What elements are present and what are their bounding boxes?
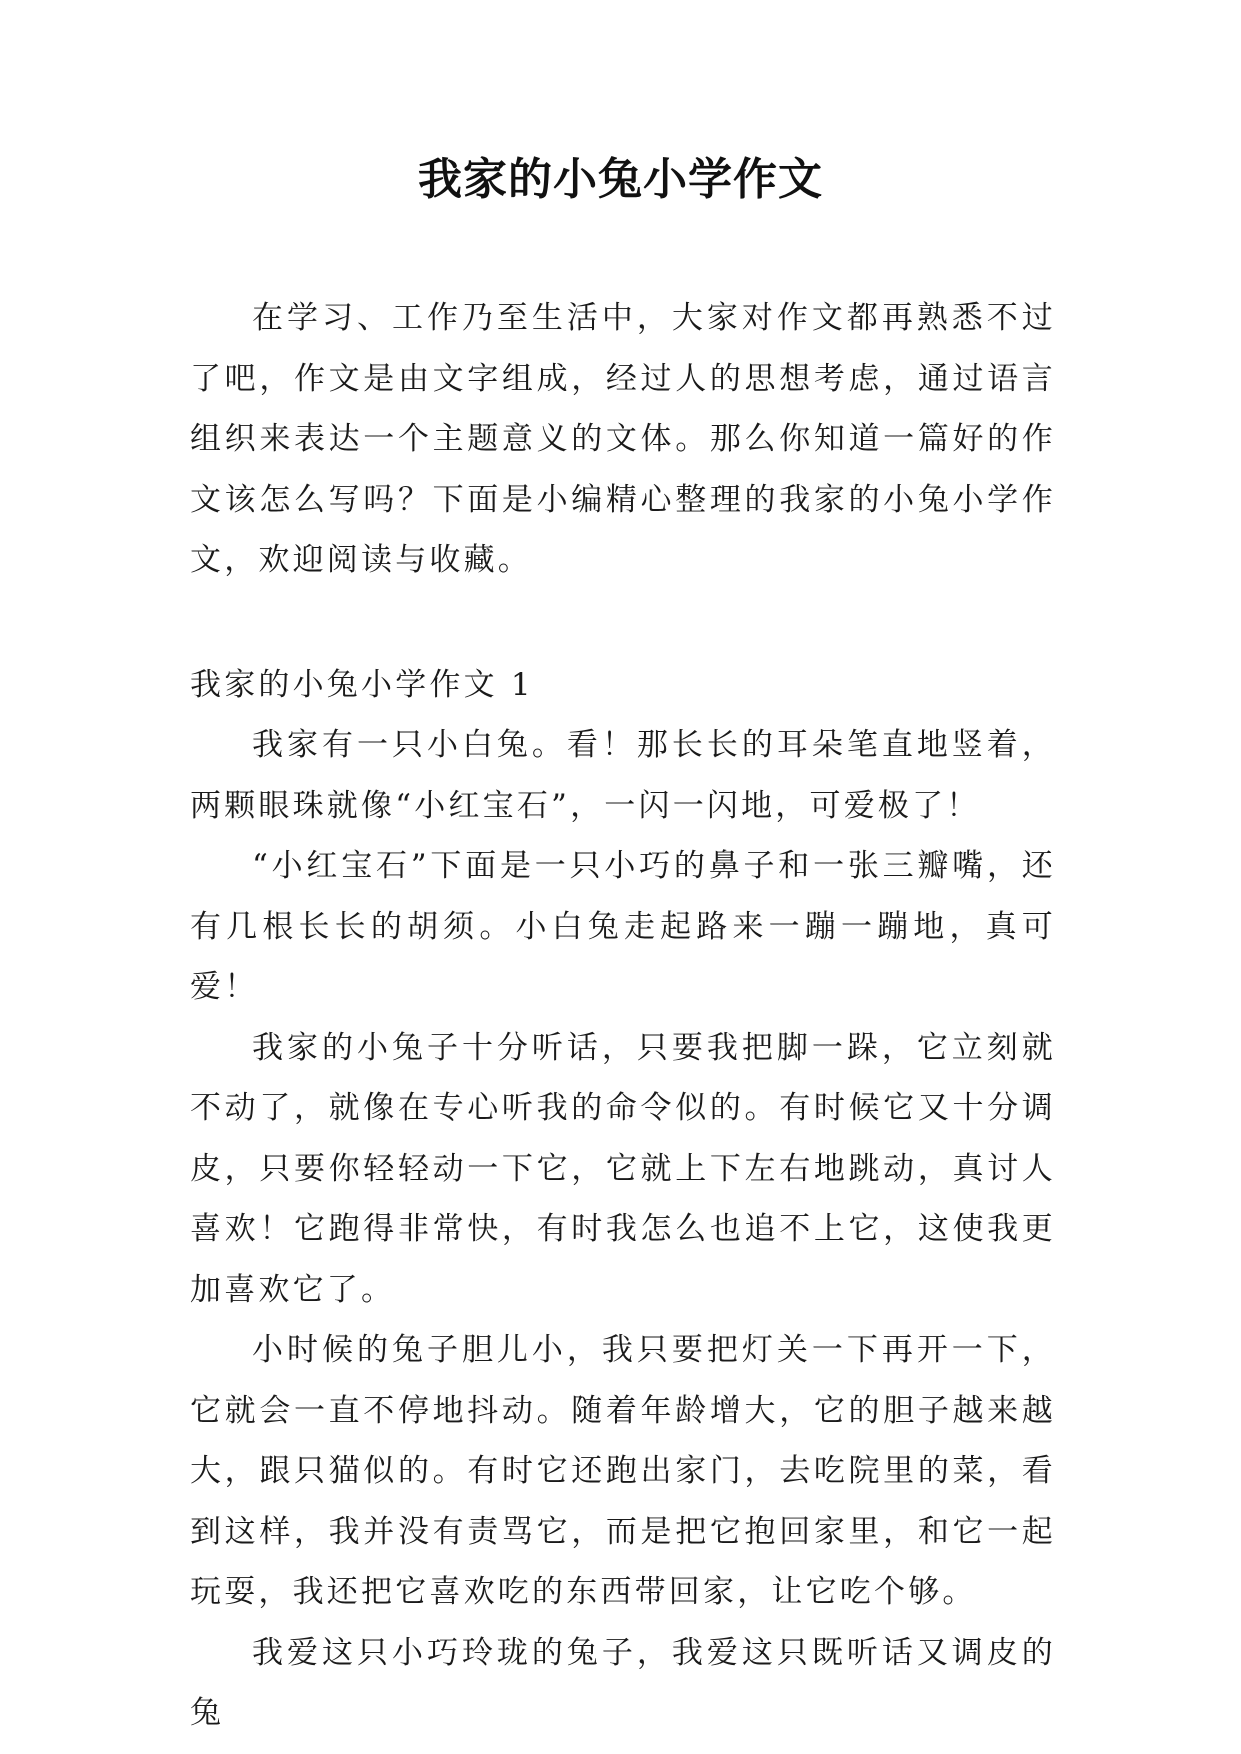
document-title: 我家的小兔小学作文 xyxy=(418,154,823,205)
intro-paragraph: 在学习、工作乃至生活中，大家对作文都再熟悉不过了吧，作文是由文字组成，经过人的思想考虑，通过语言组织来表达一个主题意义的文体。那么你知道一篇好的作文该怎么写吗？下面是小编精心整理的我家的小兔小学作文，欢迎阅读与收藏。 xyxy=(190,300,1056,578)
body-paragraph-5: 我爱这只小巧玲珑的兔子，我爱这只既听话又调皮的兔 xyxy=(190,1634,1056,1731)
body-paragraph-3: 我家的小兔子十分听话，只要我把脚一跺，它立刻就不动了，就像在专心听我的命令似的。有时候它又十分调皮，只要你轻轻动一下它，它就上下左右地跳动，真讨人喜欢！它跑得非常快，有时我怎么也追不上它，这使我更加喜欢它了。 xyxy=(190,1029,1056,1308)
body-paragraph-4: 小时候的兔子胆儿小，我只要把灯关一下再开一下，它就会一直不停地抖动。随着年龄增大，它的胆子越来越大，跟只猫似的。有时它还跑出家门，去吃院里的菜，看到这样，我并没有责骂它，而是把它抱回家里，和它一起玩耍，我还把它喜欢吃的东西带回家，让它吃个够。 xyxy=(190,1332,1056,1610)
section-heading: 我家的小兔小学作文 1 xyxy=(190,666,534,703)
body-paragraph-1: 我家有一只小白兔。看！那长长的耳朵笔直地竖着，两颗眼珠就像“小红宝石”，一闪一闪地，可爱极了！ xyxy=(190,727,1056,824)
document-body xyxy=(190,288,1056,1744)
body-paragraph-2: “小红宝石”下面是一只小巧的鼻子和一张三瓣嘴，还有几根长长的胡须。小白兔走起路来一蹦一蹦地，真可爱！ xyxy=(190,848,1056,1005)
